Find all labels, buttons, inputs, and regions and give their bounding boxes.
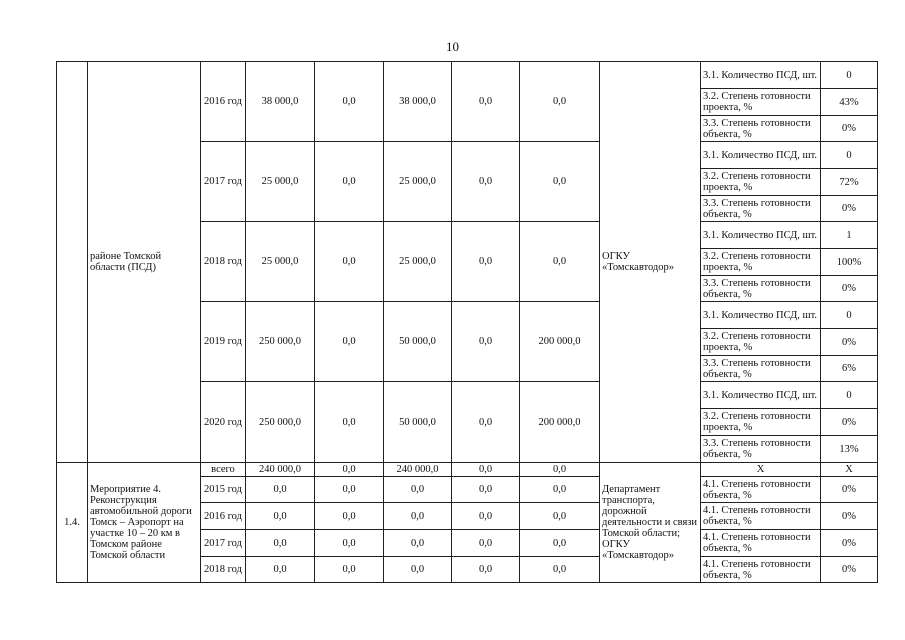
indicator-value: 0%	[821, 557, 878, 583]
federal-cell: 0,0	[315, 557, 384, 583]
extrabudget-cell: 0,0	[520, 62, 600, 142]
federal-cell: 0,0	[315, 222, 384, 302]
indicator-name: 3.2. Степень готовности проекта, %	[701, 329, 821, 356]
extrabudget-cell: 200 000,0	[520, 302, 600, 382]
extrabudget-cell: 0,0	[520, 477, 600, 503]
indicator-value: 0%	[821, 530, 878, 557]
year-cell: 2019 год	[201, 302, 246, 382]
indicator-name: 3.1. Количество ПСД, шт.	[701, 382, 821, 409]
extrabudget-cell: 0,0	[520, 530, 600, 557]
total-cell: 0,0	[246, 477, 315, 503]
indicator-name: 3.2. Степень готовности проекта, %	[701, 89, 821, 116]
table-row	[57, 463, 878, 477]
extrabudget-cell: 200 000,0	[520, 382, 600, 463]
regional-cell: 0,0	[384, 557, 452, 583]
total-cell: 250 000,0	[246, 302, 315, 382]
total-cell: 38 000,0	[246, 62, 315, 142]
extrabudget-cell: 0,0	[520, 557, 600, 583]
year-cell: 2017 год	[201, 530, 246, 557]
indicator-name: 4.1. Степень готовности объекта, %	[701, 477, 821, 503]
federal-cell: 0,0	[315, 503, 384, 530]
municipal-cell: 0,0	[452, 302, 520, 382]
indicator-name: 3.3. Степень готовности объекта, %	[701, 356, 821, 382]
indicator-name: 3.1. Количество ПСД, шт.	[701, 142, 821, 169]
indicator-value: 43%	[821, 89, 878, 116]
indicator-name: 4.1. Степень готовности объекта, %	[701, 503, 821, 530]
indicator-value: 72%	[821, 169, 878, 196]
executor-cell: ОГКУ «Томскавтодор»	[600, 62, 701, 463]
total-cell: 0,0	[246, 557, 315, 583]
total-cell: 240 000,0	[246, 463, 315, 477]
program-table	[56, 61, 878, 583]
indicator-value: 0	[821, 62, 878, 89]
indicator-name: 4.1. Степень готовности объекта, %	[701, 530, 821, 557]
indicator-value: 0	[821, 382, 878, 409]
municipal-cell: 0,0	[452, 463, 520, 477]
year-cell: всего	[201, 463, 246, 477]
indicator-name: 3.3. Степень готовности объекта, %	[701, 276, 821, 302]
year-cell: 2016 год	[201, 62, 246, 142]
federal-cell: 0,0	[315, 477, 384, 503]
row-number-cell	[57, 62, 88, 463]
indicator-value: 0%	[821, 276, 878, 302]
year-cell: 2018 год	[201, 557, 246, 583]
indicator-value: 0%	[821, 409, 878, 436]
indicator-name: 3.1. Количество ПСД, шт.	[701, 302, 821, 329]
indicator-value: 0	[821, 302, 878, 329]
indicator-value: 0%	[821, 329, 878, 356]
indicator-name: 3.1. Количество ПСД, шт.	[701, 222, 821, 249]
regional-cell: 0,0	[384, 530, 452, 557]
page-number: 10	[446, 39, 459, 54]
federal-cell: 0,0	[315, 463, 384, 477]
indicator-name: 3.3. Степень готовности объекта, %	[701, 116, 821, 142]
municipal-cell: 0,0	[452, 222, 520, 302]
year-cell: 2015 год	[201, 477, 246, 503]
federal-cell: 0,0	[315, 62, 384, 142]
regional-cell: 25 000,0	[384, 222, 452, 302]
regional-cell: 50 000,0	[384, 382, 452, 463]
municipal-cell: 0,0	[452, 62, 520, 142]
indicator-value: 0%	[821, 196, 878, 222]
regional-cell: 0,0	[384, 503, 452, 530]
indicator-name: 4.1. Степень готовности объекта, %	[701, 557, 821, 583]
executor-cell: Департамент транспорта, дорожной деятельности и связи Томской области; ОГКУ «Томскавтодор»	[600, 463, 701, 583]
indicator-name: 3.3. Степень готовности объекта, %	[701, 436, 821, 463]
federal-cell: 0,0	[315, 382, 384, 463]
extrabudget-cell: 0,0	[520, 222, 600, 302]
total-cell: 25 000,0	[246, 222, 315, 302]
activity-name: районе Томской области (ПСД)	[88, 62, 201, 463]
extrabudget-cell: 0,0	[520, 503, 600, 530]
indicator-name: Х	[701, 463, 821, 477]
municipal-cell: 0,0	[452, 142, 520, 222]
indicator-value: 0%	[821, 503, 878, 530]
total-cell: 0,0	[246, 530, 315, 557]
year-cell: 2017 год	[201, 142, 246, 222]
indicator-value: 1	[821, 222, 878, 249]
municipal-cell: 0,0	[452, 382, 520, 463]
indicator-value: 0%	[821, 477, 878, 503]
extrabudget-cell: 0,0	[520, 463, 600, 477]
regional-cell: 38 000,0	[384, 62, 452, 142]
indicator-name: 3.2. Степень готовности проекта, %	[701, 409, 821, 436]
activity-name: Мероприятие 4. Реконструкция автомобильной дороги Томск – Аэропорт на участке 10 – 20 км в Томском районе Томской области	[88, 463, 201, 583]
year-cell: 2018 год	[201, 222, 246, 302]
total-cell: 25 000,0	[246, 142, 315, 222]
indicator-value: Х	[821, 463, 878, 477]
indicator-name: 3.2. Степень готовности проекта, %	[701, 249, 821, 276]
federal-cell: 0,0	[315, 302, 384, 382]
year-cell: 2020 год	[201, 382, 246, 463]
municipal-cell: 0,0	[452, 557, 520, 583]
row-number-cell: 1.4.	[57, 463, 88, 583]
regional-cell: 240 000,0	[384, 463, 452, 477]
extrabudget-cell: 0,0	[520, 142, 600, 222]
year-cell: 2016 год	[201, 503, 246, 530]
total-cell: 250 000,0	[246, 382, 315, 463]
indicator-name: 3.1. Количество ПСД, шт.	[701, 62, 821, 89]
indicator-name: 3.3. Степень готовности объекта, %	[701, 196, 821, 222]
indicator-value: 0%	[821, 116, 878, 142]
indicator-value: 100%	[821, 249, 878, 276]
municipal-cell: 0,0	[452, 530, 520, 557]
indicator-value: 13%	[821, 436, 878, 463]
municipal-cell: 0,0	[452, 477, 520, 503]
federal-cell: 0,0	[315, 530, 384, 557]
total-cell: 0,0	[246, 503, 315, 530]
indicator-name: 3.2. Степень готовности проекта, %	[701, 169, 821, 196]
municipal-cell: 0,0	[452, 503, 520, 530]
federal-cell: 0,0	[315, 142, 384, 222]
indicator-value: 6%	[821, 356, 878, 382]
indicator-value: 0	[821, 142, 878, 169]
regional-cell: 0,0	[384, 477, 452, 503]
regional-cell: 50 000,0	[384, 302, 452, 382]
regional-cell: 25 000,0	[384, 142, 452, 222]
table-row	[57, 62, 878, 89]
